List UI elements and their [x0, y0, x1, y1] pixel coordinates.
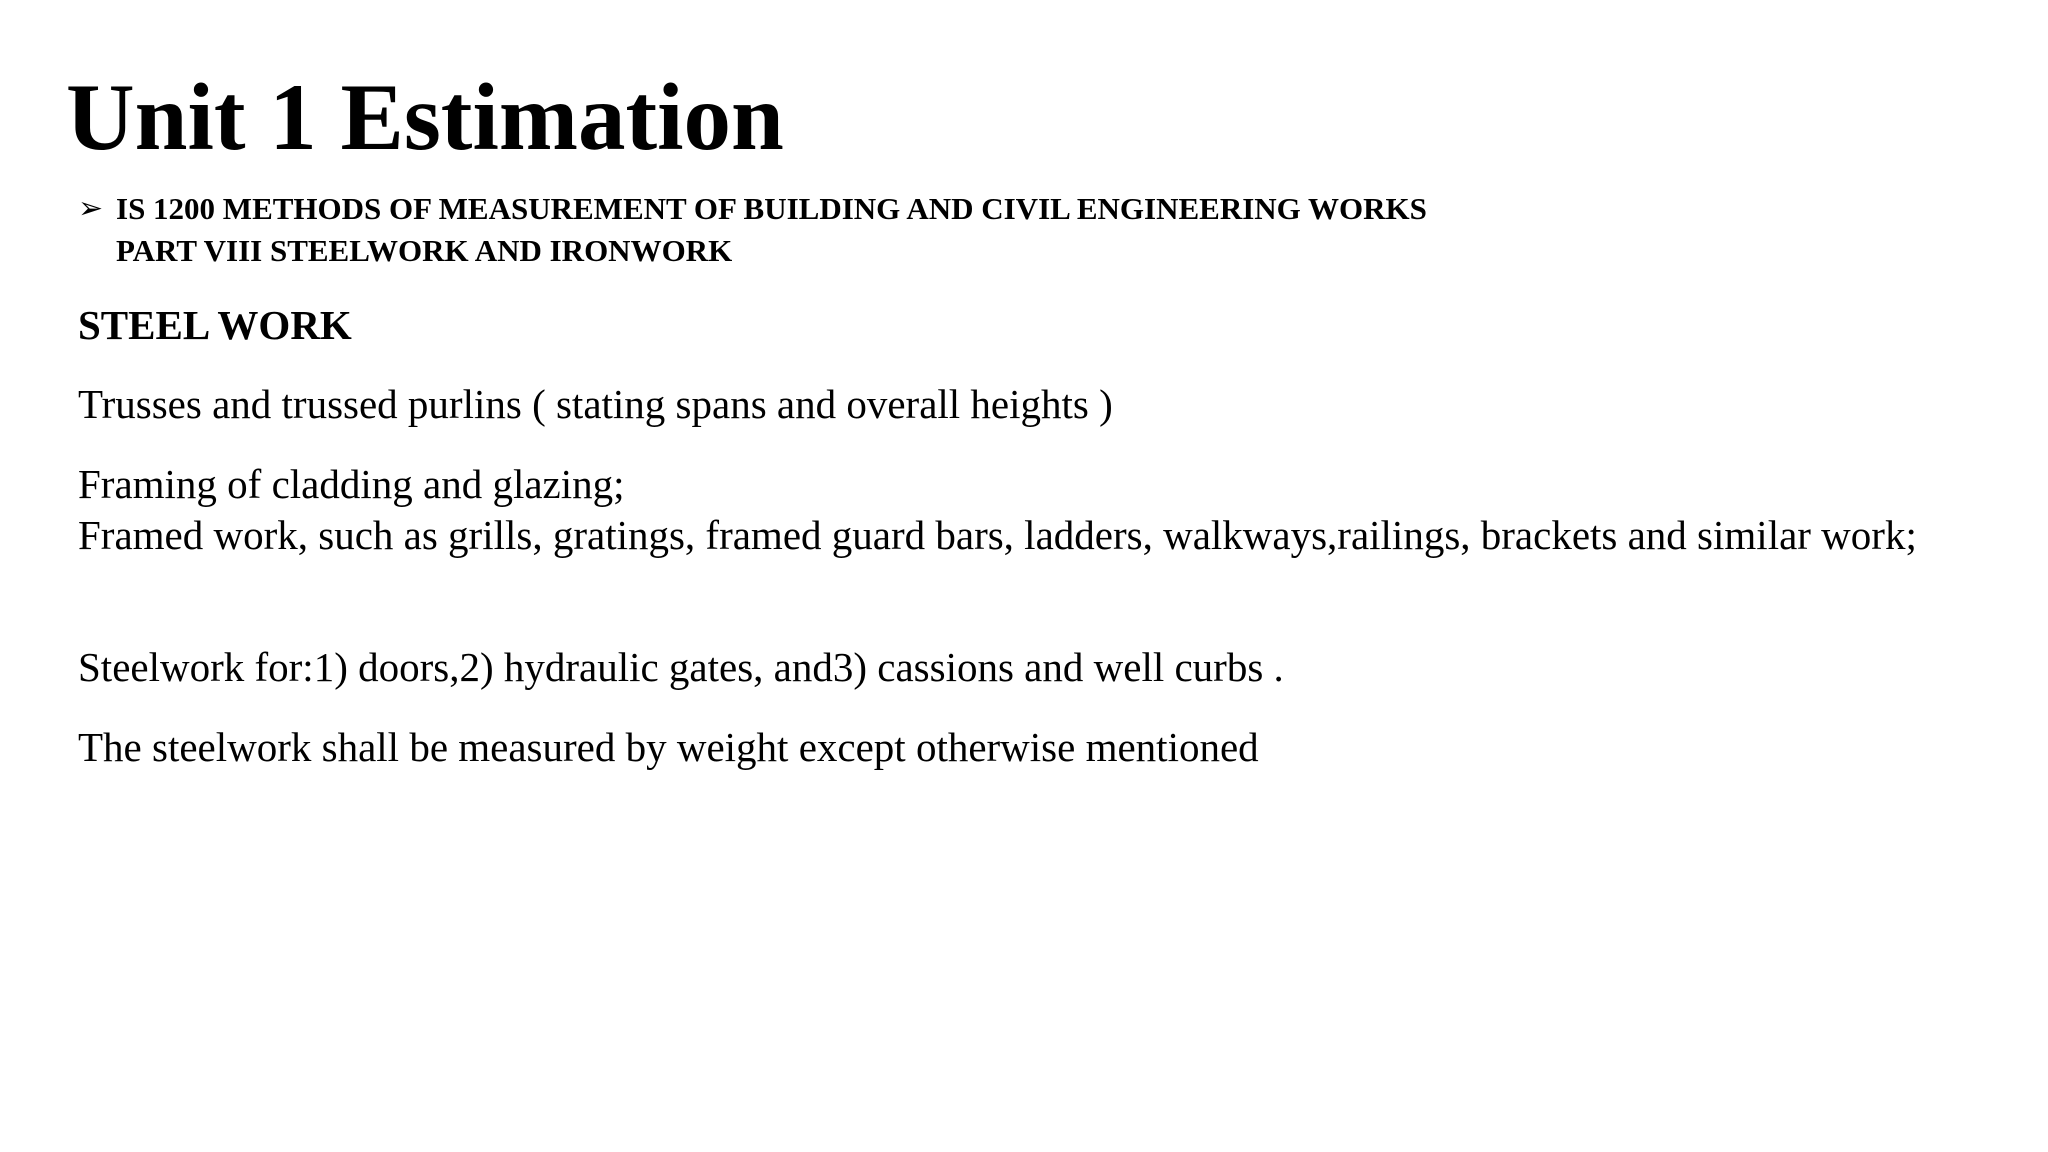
standard-reference-text: [116, 188, 1427, 272]
arrowhead-bullet-icon: ➢: [78, 191, 104, 226]
standard-reference-line-2: PART VIII STEELWORK AND IRONWORK: [116, 233, 733, 268]
section-heading: STEEL WORK: [78, 302, 352, 348]
slide-title: Unit 1 Estimation: [66, 64, 784, 170]
paragraph-framing: [78, 459, 1978, 561]
standard-reference-line-1: IS 1200 METHODS OF MEASUREMENT OF BUILDING AND CIVIL ENGINEERING WORKS: [116, 191, 1427, 226]
paragraph-measurement-rule: The steelwork shall be measured by weight except otherwise mentioned: [78, 724, 1259, 770]
standard-reference-bullet: [78, 188, 1778, 272]
paragraph-framing-line-2: Framed work, such as grills, gratings, framed guard bars, ladders, walkways,railings, brackets and similar work;: [78, 512, 1917, 558]
paragraph-framing-line-1: Framing of cladding and glazing;: [78, 461, 625, 507]
paragraph-trusses: Trusses and trussed purlins ( stating spans and overall heights ): [78, 381, 1113, 427]
paragraph-steelwork-for: Steelwork for:1) doors,2) hydraulic gates, and3) cassions and well curbs .: [78, 644, 1284, 690]
